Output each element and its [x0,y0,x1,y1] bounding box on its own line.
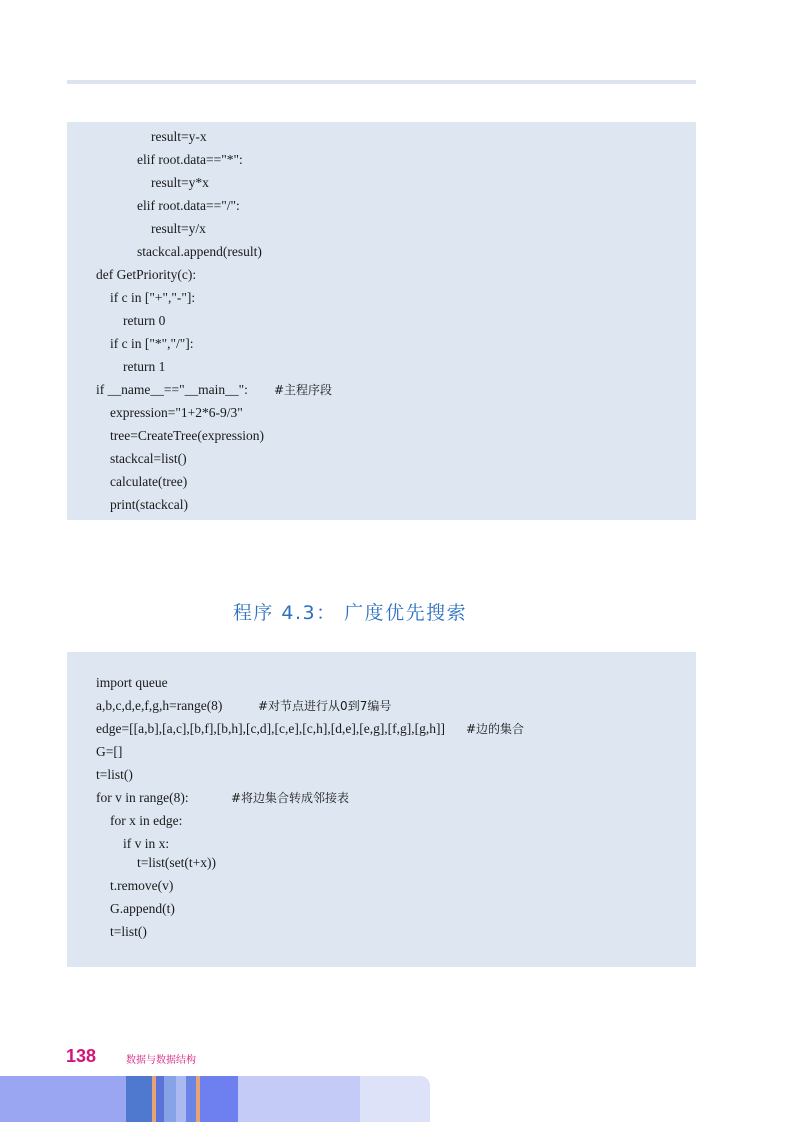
code-line: def GetPriority(c): [96,267,197,282]
book-title: 数据与数据结构 [126,1055,196,1066]
code-line: result=y/x [151,221,206,236]
code-line: result=y-x [151,129,207,144]
code-block-bfs [67,652,696,967]
footer-decoration-band [0,1076,430,1122]
code-line: t.remove(v) [110,878,174,893]
code-line: import queue [96,675,168,690]
footer-stripe [164,1076,176,1122]
footer-stripe [156,1076,164,1122]
code-comment: #将边集合转成邻接表 [231,791,350,805]
code-line: if v in x: [123,836,170,851]
code-line: if c in ["+","-"]: [110,290,196,305]
code-line: tree=CreateTree(expression) [110,428,265,443]
code-line: if c in ["*","/"]: [110,336,194,351]
code-line: stackcal.append(result) [137,244,262,259]
code-line: t=list() [96,767,133,782]
section-title: 程序 4.3： 广度优先搜索 [232,602,468,624]
footer-stripe [0,1076,126,1122]
code-line: expression="1+2*6-9/3" [110,405,243,420]
code-line: stackcal=list() [110,451,187,466]
page-number: 138 [66,1046,97,1066]
footer-stripe [360,1076,430,1122]
code-line: result=y*x [151,175,209,190]
code-line: t=list() [110,924,147,939]
header-rule [67,80,696,84]
code-comment: #对节点进行从0到7编号 [258,699,392,713]
footer-stripe [176,1076,186,1122]
code-line: return 0 [123,313,166,328]
code-line: print(stackcal) [110,497,188,512]
code-line: a,b,c,d,e,f,g,h=range(8) [96,698,223,713]
code-comment: #主程序段 [274,383,333,397]
code-line: for x in edge: [110,813,183,828]
code-block-expression-tree [67,122,696,520]
footer-stripe [200,1076,238,1122]
code-line: elif root.data=="/": [137,198,240,213]
footer-stripe [126,1076,152,1122]
code-line: G=[] [96,744,123,759]
footer-stripe [186,1076,196,1122]
code-comment: #边的集合 [466,722,525,736]
code-line: return 1 [123,359,166,374]
code-line: for v in range(8): [96,790,189,805]
footer-stripe [238,1076,360,1122]
code-line: elif root.data=="*": [137,152,243,167]
code-line: G.append(t) [110,901,175,916]
code-line: calculate(tree) [110,474,188,489]
code-line: edge=[[a,b],[a,c],[b,f],[b,h],[c,d],[c,e],[c,h],[d,e],[e,g],[f,g],[g,h]] [96,721,446,736]
code-line: if __name__=="__main__": [96,382,248,397]
code-line: t=list(set(t+x)) [137,855,216,870]
